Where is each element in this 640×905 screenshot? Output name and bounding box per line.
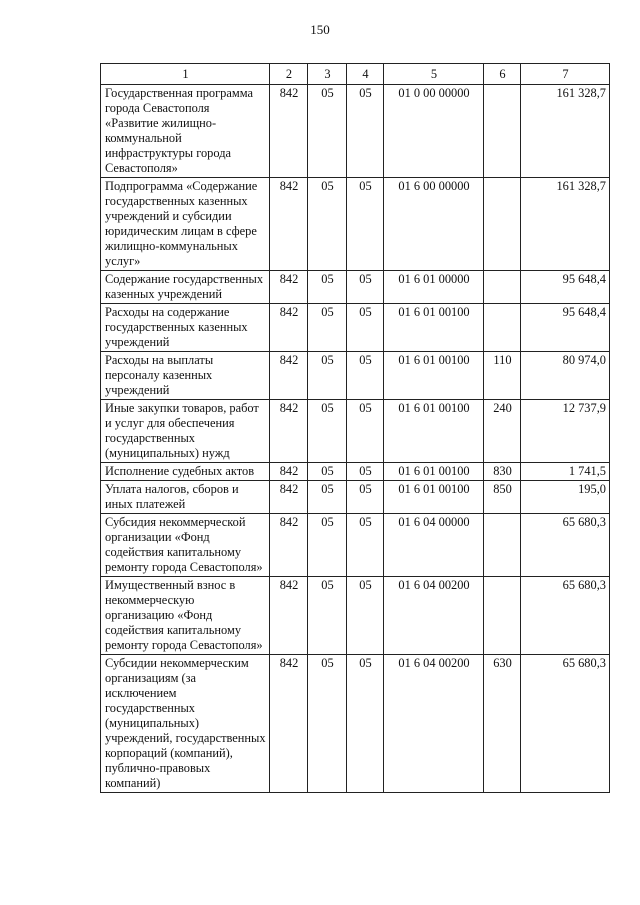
row-col-3: 05 (308, 85, 347, 178)
row-col-7: 65 680,3 (521, 655, 610, 793)
row-col-5: 01 6 01 00000 (384, 271, 484, 304)
row-col-2: 842 (270, 352, 308, 400)
row-col-6: 830 (484, 463, 521, 481)
row-name: Уплата налогов, сборов и иных платежей (101, 481, 270, 514)
row-col-5: 01 0 00 00000 (384, 85, 484, 178)
header-col-5: 5 (384, 64, 484, 85)
row-name: Иные закупки товаров, работ и услуг для обеспечения государственных (муниципальных) нужд (101, 400, 270, 463)
row-col-6: 240 (484, 400, 521, 463)
row-col-6 (484, 577, 521, 655)
row-col-3: 05 (308, 481, 347, 514)
row-col-6: 110 (484, 352, 521, 400)
row-col-4: 05 (347, 655, 384, 793)
row-col-2: 842 (270, 463, 308, 481)
row-col-3: 05 (308, 655, 347, 793)
row-col-7: 65 680,3 (521, 577, 610, 655)
row-col-2: 842 (270, 577, 308, 655)
row-col-3: 05 (308, 352, 347, 400)
row-col-4: 05 (347, 463, 384, 481)
page-number: 150 (310, 22, 330, 37)
row-name: Подпрограмма «Содержание государственных казенных учреждений и субсидии юридическим лицам в сфере жилищно-коммунальных услуг» (101, 178, 270, 271)
row-col-4: 05 (347, 481, 384, 514)
row-col-2: 842 (270, 85, 308, 178)
table-row (101, 178, 610, 271)
table-row (101, 85, 610, 178)
row-col-3: 05 (308, 400, 347, 463)
row-col-6 (484, 514, 521, 577)
row-col-2: 842 (270, 400, 308, 463)
row-col-4: 05 (347, 178, 384, 271)
row-col-4: 05 (347, 271, 384, 304)
row-col-2: 842 (270, 655, 308, 793)
row-col-4: 05 (347, 85, 384, 178)
row-col-4: 05 (347, 400, 384, 463)
budget-table (100, 63, 610, 793)
row-name: Расходы на содержание государственных казенных учреждений (101, 304, 270, 352)
row-col-5: 01 6 01 00100 (384, 463, 484, 481)
row-name: Расходы на выплаты персоналу казенных учреждений (101, 352, 270, 400)
row-name: Государственная программа города Севастополя «Развитие жилищно-коммунальной инфраструктуры города Севастополя» (101, 85, 270, 178)
header-col-7: 7 (521, 64, 610, 85)
row-col-4: 05 (347, 304, 384, 352)
row-col-6 (484, 271, 521, 304)
row-col-7: 65 680,3 (521, 514, 610, 577)
row-name: Имущественный взнос в некоммерческую организацию «Фонд содействия капитальному ремонту города Севастополя» (101, 577, 270, 655)
row-col-2: 842 (270, 271, 308, 304)
row-col-4: 05 (347, 514, 384, 577)
row-col-6 (484, 85, 521, 178)
row-col-7: 95 648,4 (521, 271, 610, 304)
row-name: Субсидия некоммерческой организации «Фонд содействия капитальному ремонту города Севастополя» (101, 514, 270, 577)
row-col-4: 05 (347, 352, 384, 400)
table-row (101, 304, 610, 352)
row-col-3: 05 (308, 463, 347, 481)
table-row (101, 577, 610, 655)
header-col-2: 2 (270, 64, 308, 85)
row-col-5: 01 6 04 00000 (384, 514, 484, 577)
table-row (101, 514, 610, 577)
row-col-7: 12 737,9 (521, 400, 610, 463)
row-col-4: 05 (347, 577, 384, 655)
row-col-2: 842 (270, 481, 308, 514)
row-col-5: 01 6 00 00000 (384, 178, 484, 271)
row-col-7: 161 328,7 (521, 178, 610, 271)
row-col-2: 842 (270, 514, 308, 577)
row-col-5: 01 6 01 00100 (384, 400, 484, 463)
row-col-2: 842 (270, 178, 308, 271)
row-col-5: 01 6 01 00100 (384, 352, 484, 400)
row-name: Исполнение судебных актов (101, 463, 270, 481)
row-col-6: 630 (484, 655, 521, 793)
header-col-4: 4 (347, 64, 384, 85)
row-col-7: 95 648,4 (521, 304, 610, 352)
table-row (101, 655, 610, 793)
row-col-7: 195,0 (521, 481, 610, 514)
row-col-5: 01 6 01 00100 (384, 481, 484, 514)
row-col-7: 80 974,0 (521, 352, 610, 400)
row-col-6 (484, 178, 521, 271)
header-row (101, 64, 610, 85)
row-col-7: 1 741,5 (521, 463, 610, 481)
row-col-3: 05 (308, 178, 347, 271)
row-col-6 (484, 304, 521, 352)
table-row (101, 481, 610, 514)
header-col-6: 6 (484, 64, 521, 85)
row-col-6: 850 (484, 481, 521, 514)
table-row (101, 271, 610, 304)
row-col-3: 05 (308, 271, 347, 304)
row-col-3: 05 (308, 577, 347, 655)
row-col-3: 05 (308, 514, 347, 577)
row-col-5: 01 6 01 00100 (384, 304, 484, 352)
row-col-7: 161 328,7 (521, 85, 610, 178)
row-col-3: 05 (308, 304, 347, 352)
row-name: Содержание государственных казенных учреждений (101, 271, 270, 304)
header-col-1: 1 (101, 64, 270, 85)
table-row (101, 463, 610, 481)
table-row (101, 400, 610, 463)
table-row (101, 352, 610, 400)
row-col-5: 01 6 04 00200 (384, 577, 484, 655)
row-col-2: 842 (270, 304, 308, 352)
row-name: Субсидии некоммерческим организациям (за исключением государственных (муниципальных) учреждений, государственных корпораций (компаний), публично-правовых компаний) (101, 655, 270, 793)
header-col-3: 3 (308, 64, 347, 85)
row-col-5: 01 6 04 00200 (384, 655, 484, 793)
